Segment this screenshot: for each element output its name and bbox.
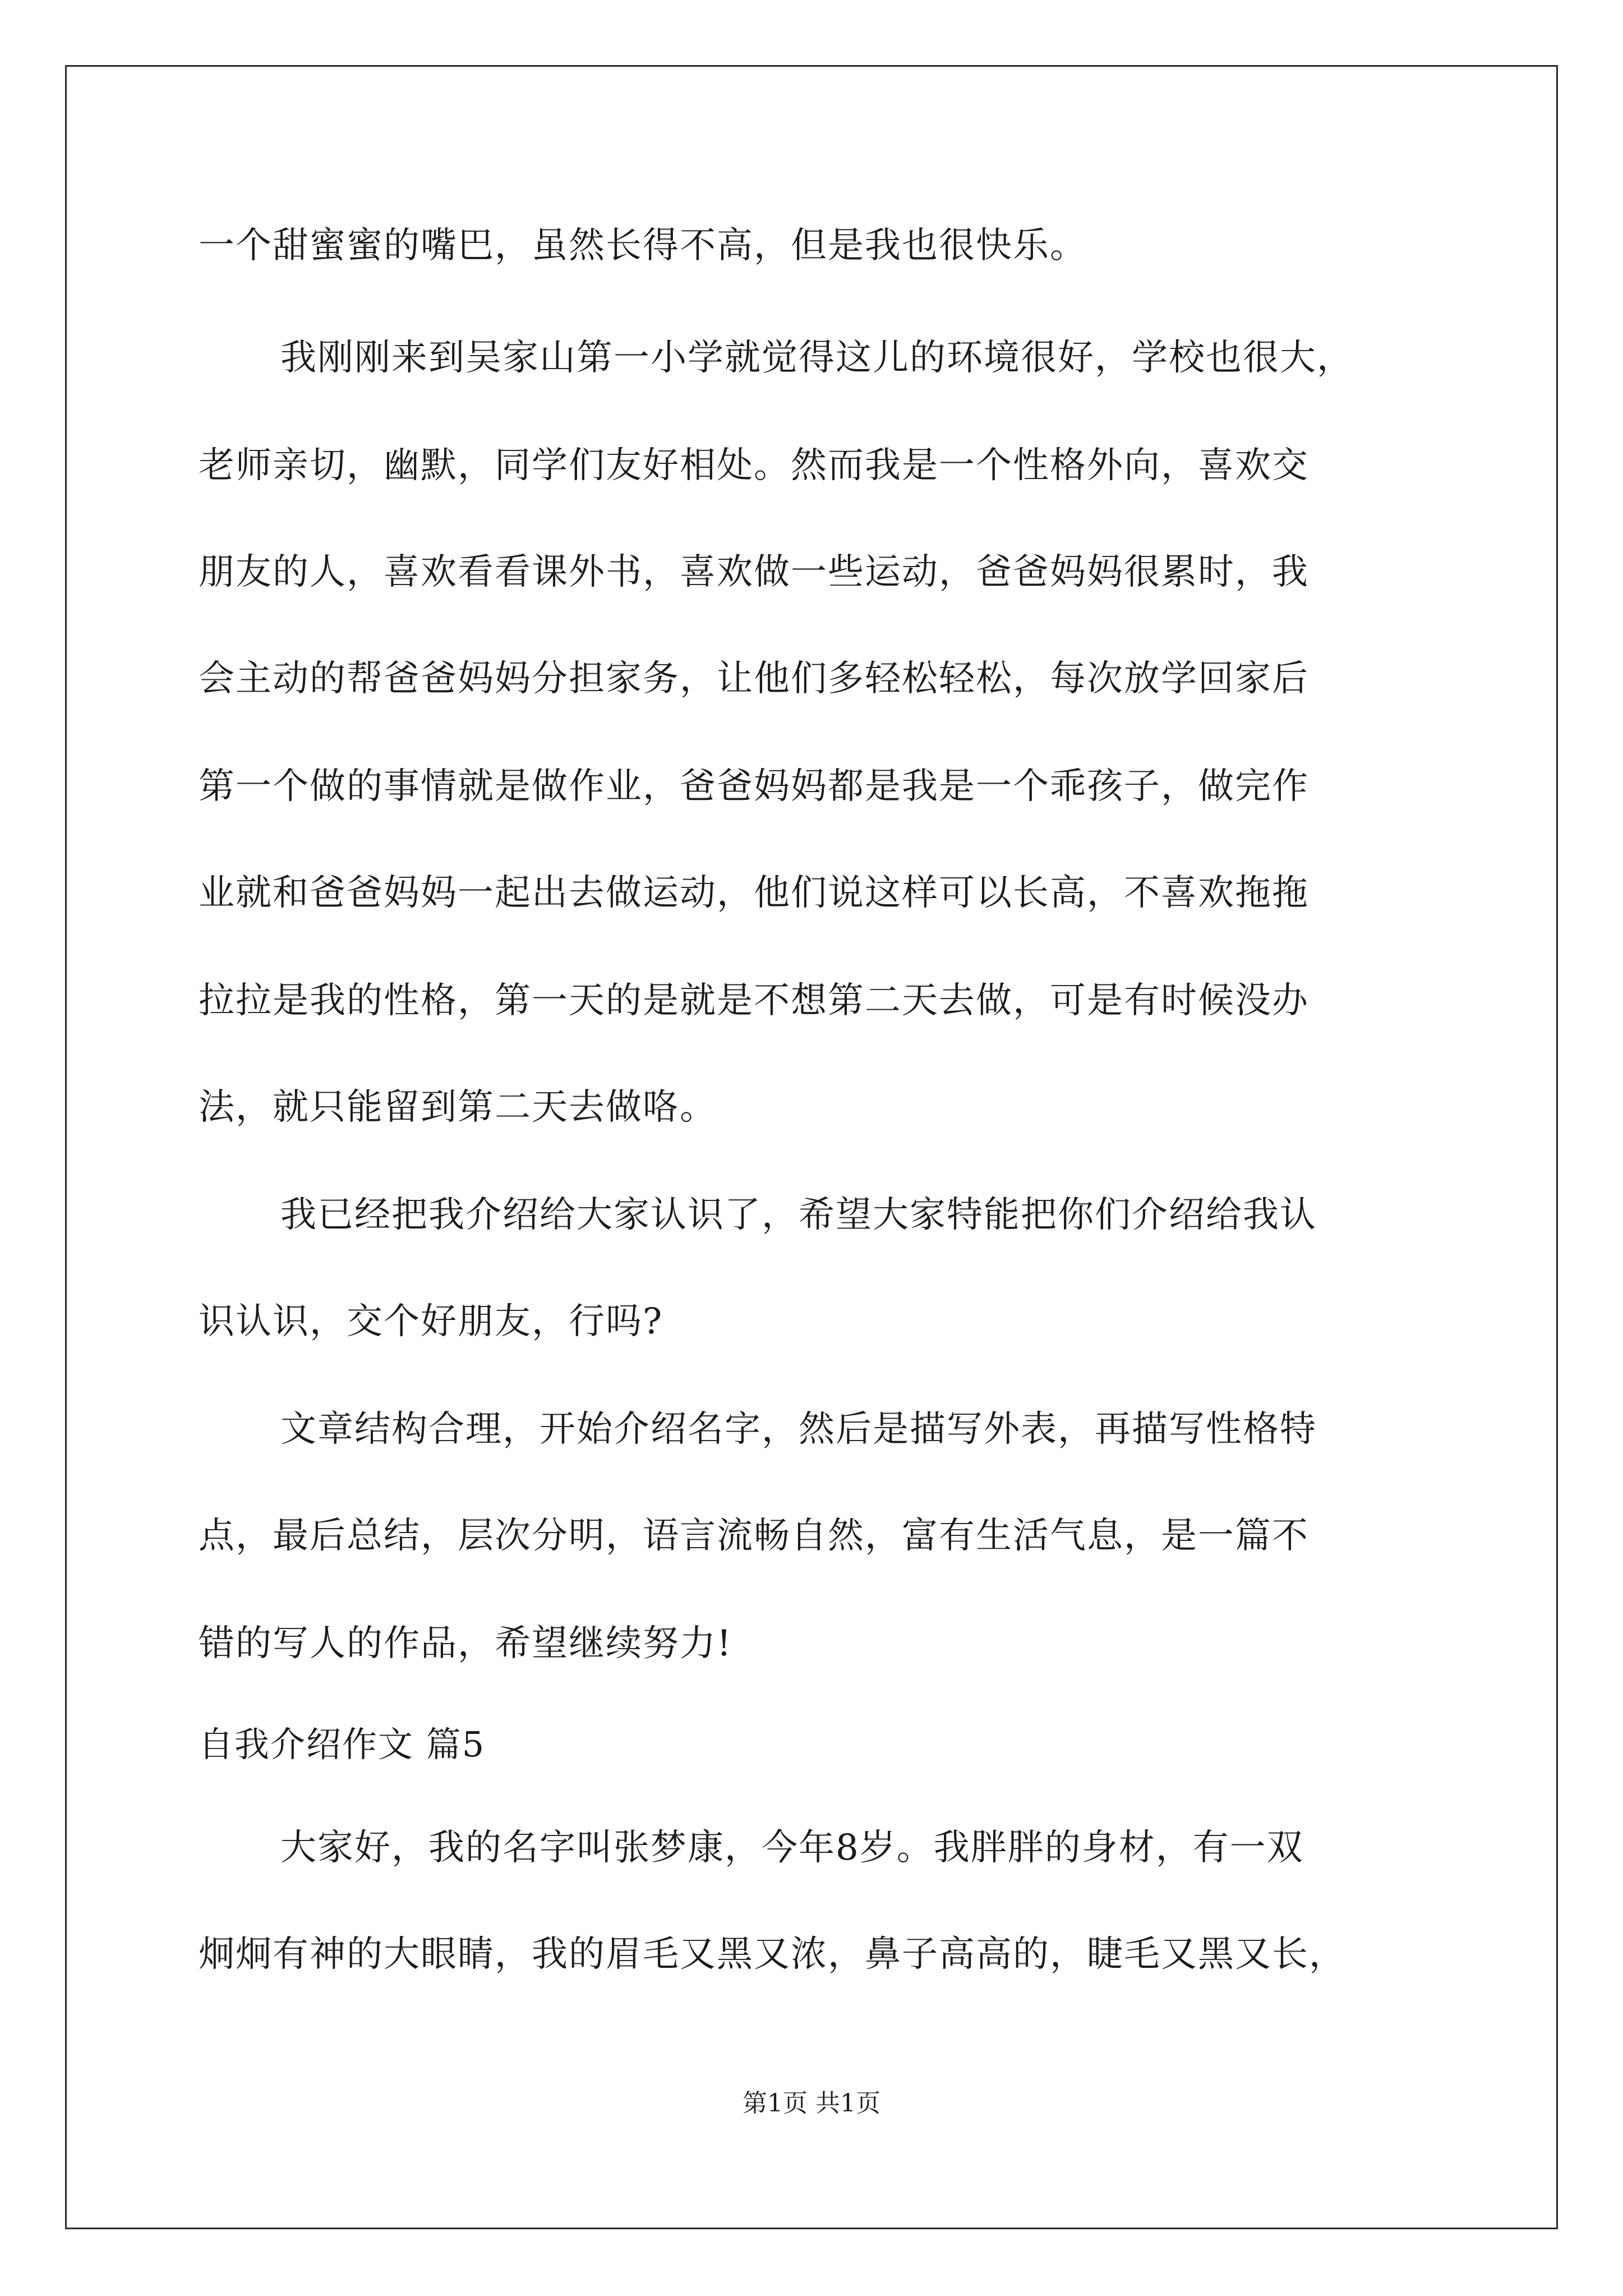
body-line-13: 点，最后总结，层次分明，语言流畅自然，富有生活气息，是一篇不 xyxy=(199,1515,1309,1557)
page-number-footer: 第1页 共1页 xyxy=(743,2089,880,2118)
body-line-12: 文章结构合理，开始介绍名字，然后是描写外表，再描写性格特 xyxy=(280,1409,1317,1450)
page-border xyxy=(65,65,1558,2229)
body-line-2: 我刚刚来到吴家山第一小学就觉得这儿的环境很好，学校也很大， xyxy=(280,337,1354,379)
body-line-11: 识认识，交个好朋友，行吗? xyxy=(199,1301,663,1342)
body-line-9: 法，就只能留到第二天去做咯。 xyxy=(199,1087,717,1128)
body-line-6: 第一个做的事情就是做作业，爸爸妈妈都是我是一个乖孩子，做完作 xyxy=(199,766,1309,807)
body-line-10: 我已经把我介绍给大家认识了，希望大家特能把你们介绍给我认 xyxy=(280,1194,1317,1236)
body-line-8: 拉拉是我的性格，第一天的是就是不想第二天去做，可是有时候没办 xyxy=(199,980,1309,1022)
section-heading: 自我介绍作文 篇5 xyxy=(199,1724,486,1765)
body-line-4: 朋友的人，喜欢看看课外书，喜欢做一些运动，爸爸妈妈很累时，我 xyxy=(199,551,1309,593)
body-line-1: 一个甜蜜蜜的嘴巴，虽然长得不高，但是我也很快乐。 xyxy=(199,225,1087,266)
body-line-15: 大家好，我的名字叫张梦康，今年8岁。我胖胖的身材，有一双 xyxy=(280,1827,1304,1869)
body-line-14: 错的写人的作品，希望继续努力! xyxy=(199,1623,732,1664)
body-line-5: 会主动的帮爸爸妈妈分担家务，让他们多轻松轻松，每次放学回家后 xyxy=(199,658,1309,700)
body-line-16: 炯炯有神的大眼睛，我的眉毛又黑又浓，鼻子高高的，睫毛又黑又长， xyxy=(199,1934,1346,1975)
body-line-3: 老师亲切，幽默，同学们友好相处。然而我是一个性格外向，喜欢交 xyxy=(199,445,1309,486)
body-line-7: 业就和爸爸妈妈一起出去做运动，他们说这样可以长高，不喜欢拖拖 xyxy=(199,872,1309,914)
